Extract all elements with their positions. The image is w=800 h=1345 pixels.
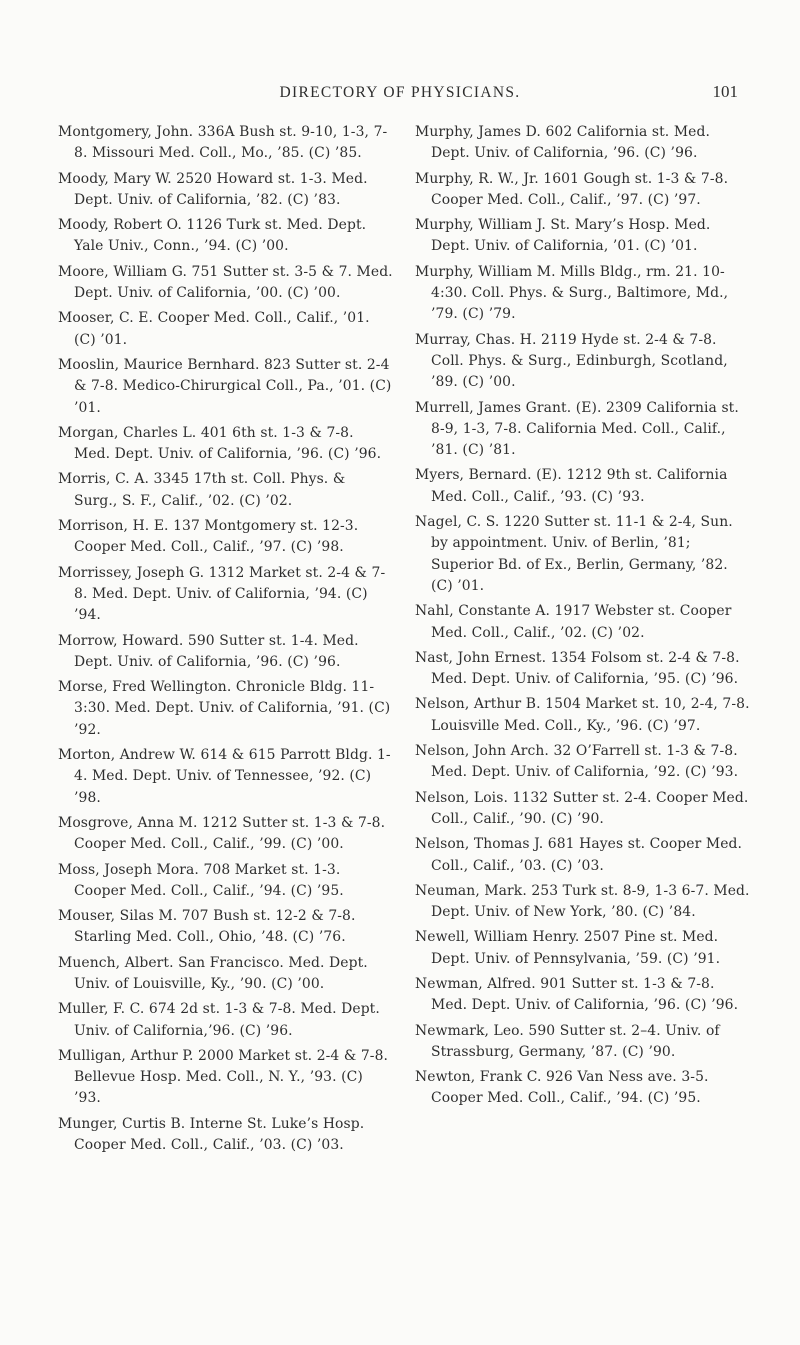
- directory-entry: Moody, Robert O. 1126 Turk st. Med. Dept. Yale Univ., Conn., ’94. (C) ’00.: [58, 217, 367, 255]
- directory-entry: Mulligan, Arthur P. 2000 Market st. 2-4 & 7-8. Bellevue Hosp. Med. Coll., N. Y., ’93. (C) ’93.: [58, 1047, 389, 1107]
- directory-entry: Mooser, C. E. Cooper Med. Coll., Calif., ’01. (C) ’01.: [58, 310, 370, 348]
- directory-entry: Morrissey, Joseph G. 1312 Market st. 2-4 & 7-8. Med. Dept. Univ. of California, ’94. (C) ’94.: [58, 564, 386, 624]
- directory-entry: Newton, Frank C. 926 Van Ness ave. 3-5. Cooper Med. Coll., Calif., ’94. (C) ’95.: [415, 1069, 709, 1107]
- right-column: [415, 122, 750, 1114]
- left-column: [58, 122, 393, 1160]
- directory-entry: Murphy, James D. 602 California st. Med. Dept. Univ. of California, ’96. (C) ’96.: [415, 124, 710, 162]
- directory-entry: Morris, C. A. 3345 17th st. Coll. Phys. & Surg., S. F., Calif., ’02. (C) ’02.: [58, 471, 346, 509]
- directory-entry: Morse, Fred Wellington. Chronicle Bldg. 11-3:30. Med. Dept. Univ. of California, ’91. (C) ’92.: [58, 679, 391, 738]
- running-head: DIRECTORY OF PHYSICIANS.: [279, 84, 521, 101]
- page-header: [0, 84, 800, 108]
- directory-entry: Muller, F. C. 674 2d st. 1-3 & 7-8. Med. Dept. Univ. of California,’96. (C) ’96.: [58, 1001, 380, 1039]
- directory-entry: Nelson, Arthur B. 1504 Market st. 10, 2-4, 7-8. Louisville Med. Coll., Ky., ’96. (C) ’97.: [415, 696, 750, 734]
- directory-entry: Morrison, H. E. 137 Montgomery st. 12-3. Cooper Med. Coll., Calif., ’97. (C) ’98.: [58, 518, 359, 556]
- directory-entry: Munger, Curtis B. Interne St. Luke’s Hosp. Cooper Med. Coll., Calif., ’03. (C) ’03.: [58, 1115, 365, 1154]
- page-number: 101: [712, 82, 738, 101]
- directory-entry: Newmark, Leo. 590 Sutter st. 2–4. Univ. of Strassburg, Germany, ’87. (C) ’90.: [415, 1022, 720, 1060]
- directory-entry: Nahl, Constante A. 1917 Webster st. Cooper Med. Coll., Calif., ’02. (C) ’02.: [415, 603, 732, 641]
- directory-entry: Morgan, Charles L. 401 6th st. 1-3 & 7-8. Med. Dept. Univ. of California, ’96. (C) ’96.: [58, 424, 382, 463]
- directory-entry: Moore, William G. 751 Sutter st. 3-5 & 7. Med. Dept. Univ. of California, ’00. (C) ’00.: [58, 263, 393, 302]
- directory-entry: Myers, Bernard. (E). 1212 9th st. California Med. Coll., Calif., ’93. (C) ’93.: [415, 467, 728, 505]
- directory-entry: Murphy, William J. St. Mary’s Hosp. Med. Dept. Univ. of California, ’01. (C) ’01.: [415, 217, 711, 255]
- directory-entry: Newell, William Henry. 2507 Pine st. Med. Dept. Univ. of Pennsylvania, ’59. (C) ’91.: [415, 929, 721, 967]
- directory-entry: Mosgrove, Anna M. 1212 Sutter st. 1-3 & 7-8. Cooper Med. Coll., Calif., ’99. (C) ’00.: [58, 814, 386, 853]
- directory-entry: Moss, Joseph Mora. 708 Market st. 1-3. Cooper Med. Coll., Calif., ’94. (C) ’95.: [58, 861, 344, 899]
- directory-entry: Moody, Mary W. 2520 Howard st. 1-3. Med. Dept. Univ. of California, ’82. (C) ’83.: [58, 170, 368, 208]
- directory-entry: Nelson, John Arch. 32 O’Farrell st. 1-3 & 7-8. Med. Dept. Univ. of California, ’92. (C) ’93.: [415, 743, 739, 781]
- directory-entry: Morrow, Howard. 590 Sutter st. 1-4. Med. Dept. Univ. of California, ’96. (C) ’96.: [58, 632, 359, 670]
- directory-entry: Morton, Andrew W. 614 & 615 Parrott Bldg. 1-4. Med. Dept. Univ. of Tennessee, ’92. (C) ’98.: [58, 747, 391, 806]
- directory-entry: Mooslin, Maurice Bernhard. 823 Sutter st. 2-4 & 7-8. Medico-Chirurgical Coll., Pa., ’01. (C) ’01.: [58, 356, 392, 416]
- directory-entry: Murrell, James Grant. (E). 2309 California st. 8-9, 1-3, 7-8. California Med. Coll., Calif., ’81. (C) ’81.: [415, 399, 739, 459]
- directory-entry: Mouser, Silas M. 707 Bush st. 12-2 & 7-8. Starling Med. Coll., Ohio, ’48. (C) ’76.: [58, 908, 356, 946]
- directory-entry: Newman, Alfred. 901 Sutter st. 1-3 & 7-8. Med. Dept. Univ. of California, ’96. (C) ’96.: [415, 975, 739, 1014]
- directory-entry: Nelson, Thomas J. 681 Hayes st. Cooper Med. Coll., Calif., ’03. (C) ’03.: [415, 836, 743, 874]
- directory-entry: Murphy, William M. Mills Bldg., rm. 21. 10-4:30. Coll. Phys. & Surg., Baltimore, Md., ’79. (C) ’79.: [415, 263, 729, 323]
- directory-entry: Nelson, Lois. 1132 Sutter st. 2-4. Cooper Med. Coll., Calif., ’90. (C) ’90.: [415, 789, 749, 827]
- directory-entry: Neuman, Mark. 253 Turk st. 8-9, 1-3 6-7. Med. Dept. Univ. of New York, ’80. (C) ’84.: [415, 882, 750, 921]
- directory-entry: Montgomery, John. 336A Bush st. 9-10, 1-3, 7-8. Missouri Med. Coll., Mo., ’85. (C) ’85.: [58, 124, 388, 162]
- directory-entry: Murray, Chas. H. 2119 Hyde st. 2-4 & 7-8. Coll. Phys. & Surg., Edinburgh, Scotland, ’89. (C) ’00.: [415, 331, 728, 391]
- directory-entry: Nagel, C. S. 1220 Sutter st. 11-1 & 2-4, Sun. by appointment. Univ. of Berlin, ’81; Superior Bd. of Ex., Berlin, Germany, ’82. (C) ’01.: [415, 514, 733, 594]
- directory-entry: Muench, Albert. San Francisco. Med. Dept. Univ. of Louisville, Ky., ’90. (C) ’00.: [58, 954, 368, 992]
- directory-entry: Nast, John Ernest. 1354 Folsom st. 2-4 & 7-8. Med. Dept. Univ. of California, ’95. (C) ’96.: [415, 649, 740, 688]
- directory-entry: Murphy, R. W., Jr. 1601 Gough st. 1-3 & 7-8. Cooper Med. Coll., Calif., ’97. (C) ’97.: [415, 170, 729, 208]
